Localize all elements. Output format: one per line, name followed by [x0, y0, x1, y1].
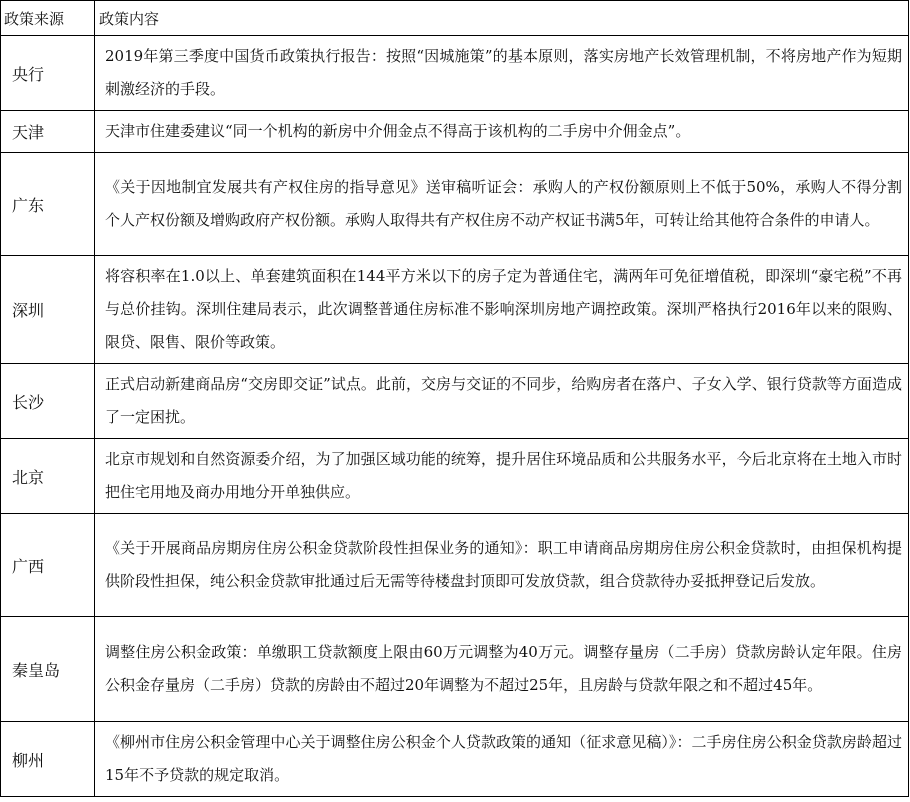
row-content: 天津市住建委建议“同一个机构的新房中介佣金点不得高于该机构的二手房中介佣金点”。	[95, 111, 909, 153]
table-row	[1, 256, 909, 364]
row-source: 秦皇岛	[1, 617, 95, 722]
table-header-row	[1, 1, 909, 36]
header-content: 政策内容	[95, 1, 909, 36]
row-content: 《柳州市住房公积金管理中心关于调整住房公积金个人贷款政策的通知（征求意见稿）》：二手房住房公积金贷款房龄超过15年不予贷款的规定取消。	[95, 722, 909, 797]
row-source: 天津	[1, 111, 95, 153]
row-source: 广西	[1, 514, 95, 617]
table-row	[1, 111, 909, 153]
row-content: 2019年第三季度中国货币政策执行报告：按照“因城施策”的基本原则，落实房地产长效管理机制，不将房地产作为短期刺激经济的手段。	[95, 36, 909, 111]
table-row	[1, 514, 909, 617]
table-row	[1, 364, 909, 439]
header-source: 政策来源	[1, 1, 95, 36]
row-content: 将容积率在1.0以上、单套建筑面积在144平方米以下的房子定为普通住宅，满两年可免征增值税，即深圳“豪宅税”不再与总价挂钩。深圳住建局表示，此次调整普通住房标准不影响深圳房地产调控政策。深圳严格执行2016年以来的限购、限贷、限售、限价等政策。	[95, 256, 909, 364]
table-row	[1, 36, 909, 111]
row-content: 北京市规划和自然资源委介绍，为了加强区域功能的统筹，提升居住环境品质和公共服务水平，今后北京将在土地入市时把住宅用地及商办用地分开单独供应。	[95, 439, 909, 514]
table-row	[1, 153, 909, 256]
table-row	[1, 439, 909, 514]
row-source: 深圳	[1, 256, 95, 364]
row-content: 正式启动新建商品房“交房即交证”试点。此前，交房与交证的不同步，给购房者在落户、子女入学、银行贷款等方面造成了一定困扰。	[95, 364, 909, 439]
row-source: 柳州	[1, 722, 95, 797]
row-source: 央行	[1, 36, 95, 111]
row-source: 广东	[1, 153, 95, 256]
row-content: 《关于开展商品房期房住房公积金贷款阶段性担保业务的通知》：职工申请商品房期房住房公积金贷款时，由担保机构提供阶段性担保，纯公积金贷款审批通过后无需等待楼盘封顶即可发放贷款，组合贷款待办妥抵押登记后发放。	[95, 514, 909, 617]
row-content: 调整住房公积金政策：单缴职工贷款额度上限由60万元调整为40万元。调整存量房（二手房）贷款房龄认定年限。住房公积金存量房（二手房）贷款的房龄由不超过20年调整为不超过25年，且房龄与贷款年限之和不超过45年。	[95, 617, 909, 722]
row-source: 北京	[1, 439, 95, 514]
row-content: 《关于因地制宜发展共有产权住房的指导意见》送审稿听证会：承购人的产权份额原则上不低于50%，承购人不得分割个人产权份额及增购政府产权份额。承购人取得共有产权住房不动产权证书满5年，可转让给其他符合条件的申请人。	[95, 153, 909, 256]
table-row	[1, 617, 909, 722]
row-source: 长沙	[1, 364, 95, 439]
table-row	[1, 722, 909, 797]
